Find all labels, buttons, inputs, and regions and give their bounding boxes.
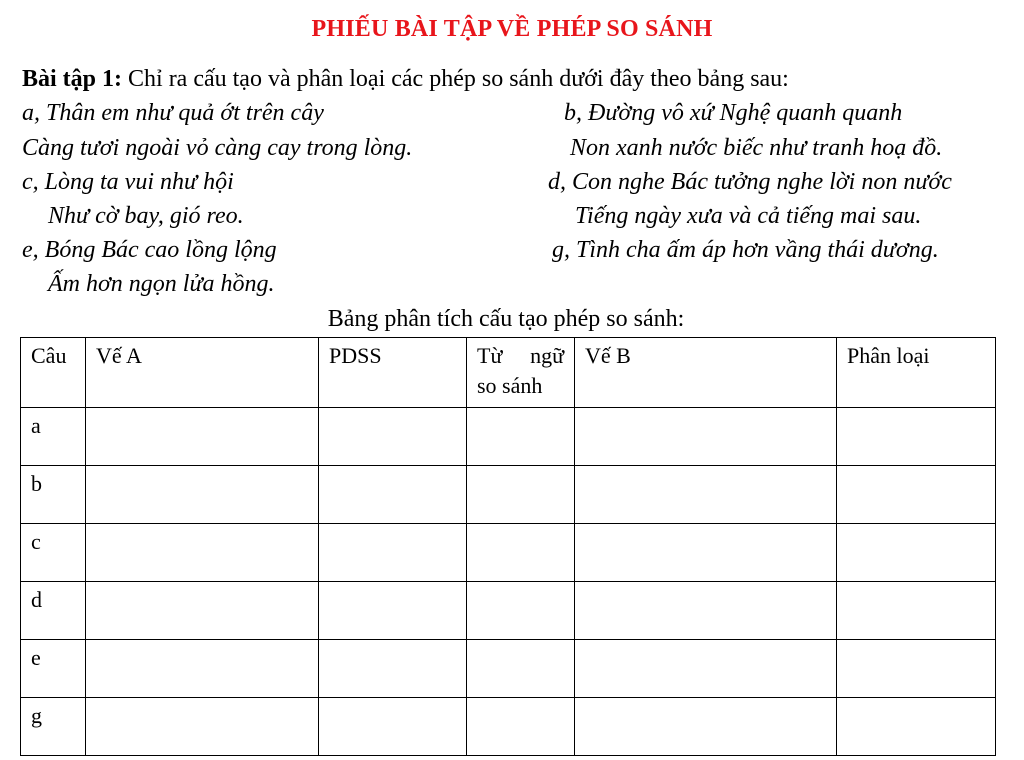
cell-tu-ngu-so-sanh[interactable]	[467, 582, 575, 640]
header-ve-b: Vế B	[575, 338, 837, 408]
header-phan-loai: Phân loại	[837, 338, 996, 408]
cell-ve-a[interactable]	[86, 524, 319, 582]
row-label-e: e	[21, 640, 86, 698]
cell-pdss[interactable]	[319, 524, 467, 582]
cell-phan-loai[interactable]	[837, 524, 996, 582]
table-row	[21, 582, 996, 640]
example-g-line-1: g, Tình cha ấm áp hơn vầng thái dương.	[552, 237, 939, 263]
row-label-g: g	[21, 698, 86, 756]
example-a-line-2: Càng tươi ngoài vỏ càng cay trong lòng.	[22, 135, 413, 161]
cell-pdss[interactable]	[319, 408, 467, 466]
example-c-line-2: Như cờ bay, gió reo.	[48, 203, 244, 229]
header-tu-ngu-so-sanh	[467, 338, 575, 408]
table-header-row	[21, 338, 996, 408]
cell-phan-loai[interactable]	[837, 582, 996, 640]
cell-ve-b[interactable]	[575, 698, 837, 756]
cell-pdss[interactable]	[319, 698, 467, 756]
example-b-line-1: b, Đường vô xứ Nghệ quanh quanh	[564, 100, 903, 126]
cell-phan-loai[interactable]	[837, 408, 996, 466]
example-e-line-2: Ấm hơn ngọn lửa hồng.	[48, 271, 275, 297]
cell-pdss[interactable]	[319, 466, 467, 524]
header-so-sanh: so sánh	[477, 373, 543, 398]
example-c-line-1: c, Lòng ta vui như hội	[22, 169, 234, 195]
page-title: PHIẾU BÀI TẬP VỀ PHÉP SO SÁNH	[311, 16, 713, 42]
exercise-instruction: Chỉ ra cấu tạo và phân loại các phép so sánh dưới đây theo bảng sau:	[128, 66, 789, 92]
example-d-line-1: d, Con nghe Bác tưởng nghe lời non nước	[548, 169, 952, 195]
cell-ve-b[interactable]	[575, 582, 837, 640]
header-ve-a: Vế A	[86, 338, 319, 408]
exercise-label: Bài tập 1:	[22, 66, 123, 92]
cell-tu-ngu-so-sanh[interactable]	[467, 524, 575, 582]
example-e-line-1: e, Bóng Bác cao lồng lộng	[22, 237, 277, 263]
row-label-c: c	[21, 524, 86, 582]
cell-pdss[interactable]	[319, 582, 467, 640]
row-label-a: a	[21, 408, 86, 466]
cell-phan-loai[interactable]	[837, 466, 996, 524]
cell-tu-ngu-so-sanh[interactable]	[467, 408, 575, 466]
cell-ve-b[interactable]	[575, 466, 837, 524]
cell-ve-b[interactable]	[575, 408, 837, 466]
cell-tu-ngu-so-sanh[interactable]	[467, 466, 575, 524]
cell-pdss[interactable]	[319, 640, 467, 698]
cell-ve-a[interactable]	[86, 582, 319, 640]
cell-ve-a[interactable]	[86, 466, 319, 524]
table-row	[21, 408, 996, 466]
table-row	[21, 640, 996, 698]
cell-tu-ngu-so-sanh[interactable]	[467, 640, 575, 698]
cell-tu-ngu-so-sanh[interactable]	[467, 698, 575, 756]
row-label-d: d	[21, 582, 86, 640]
example-d-line-2: Tiếng ngày xưa và cả tiếng mai sau.	[575, 203, 922, 229]
cell-ve-a[interactable]	[86, 698, 319, 756]
cell-ve-a[interactable]	[86, 640, 319, 698]
example-a-line-1: a, Thân em như quả ớt trên cây	[22, 100, 324, 126]
table-row	[21, 466, 996, 524]
table-row	[21, 524, 996, 582]
example-b-line-2: Non xanh nước biếc như tranh hoạ đồ.	[570, 135, 943, 161]
cell-phan-loai[interactable]	[837, 698, 996, 756]
row-label-b: b	[21, 466, 86, 524]
cell-ve-a[interactable]	[86, 408, 319, 466]
exercise-heading	[22, 66, 789, 93]
cell-phan-loai[interactable]	[837, 640, 996, 698]
cell-ve-b[interactable]	[575, 640, 837, 698]
header-cau: Câu	[21, 338, 86, 408]
header-tu-ngu: Từ ngữ	[477, 343, 564, 368]
cell-ve-b[interactable]	[575, 524, 837, 582]
analysis-table	[20, 337, 996, 756]
header-pdss: PDSS	[319, 338, 467, 408]
table-row	[21, 698, 996, 756]
table-caption: Bảng phân tích cấu tạo phép so sánh:	[327, 306, 685, 332]
